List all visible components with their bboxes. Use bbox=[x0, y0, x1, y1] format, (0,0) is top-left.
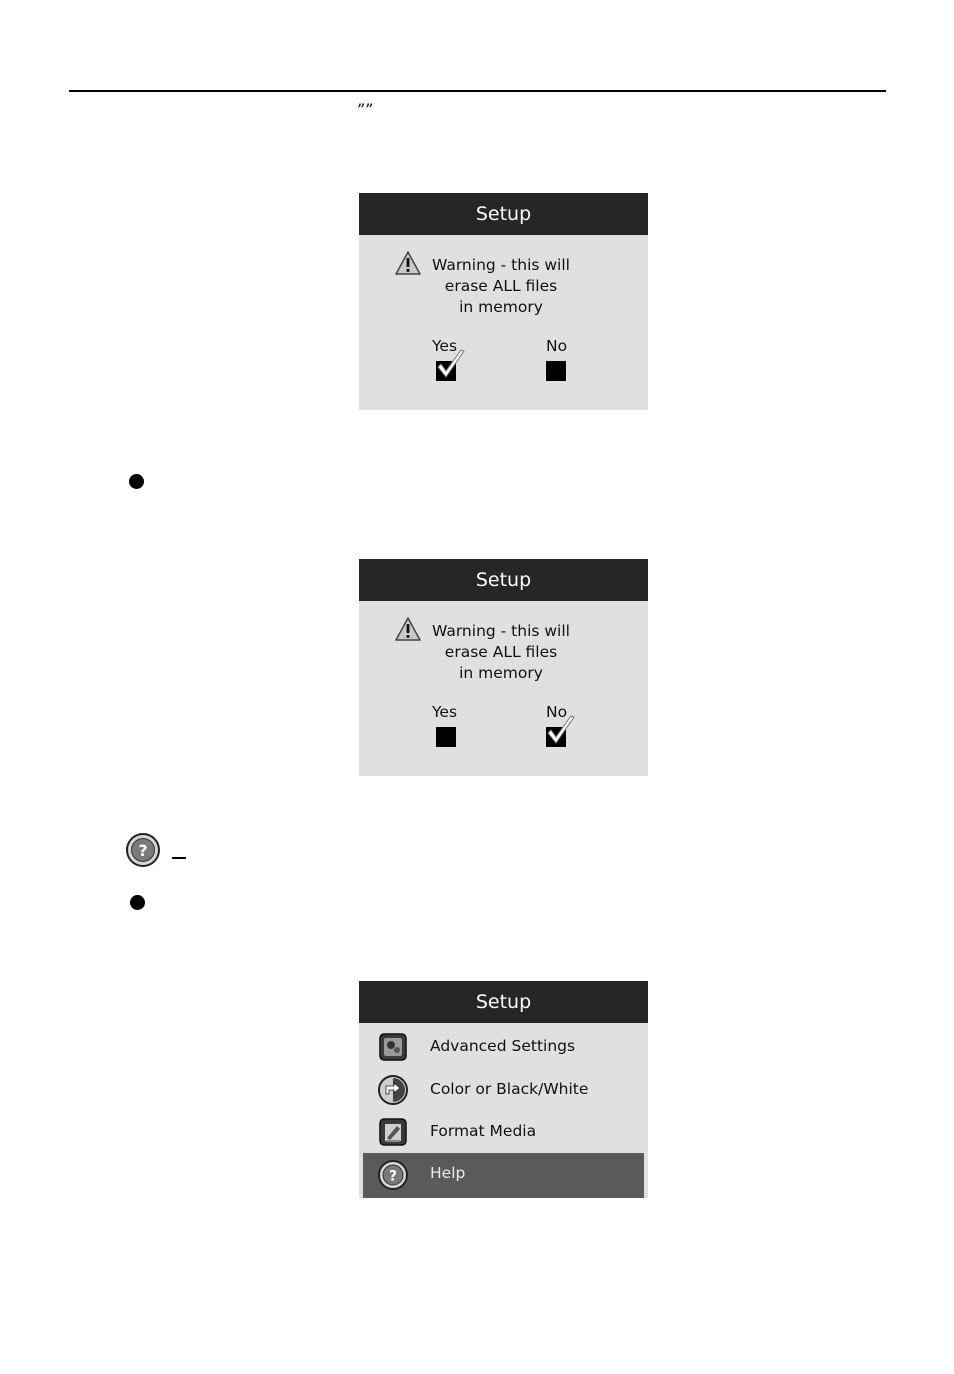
yes-checkbox[interactable] bbox=[436, 727, 456, 747]
format-dialog-yes-selected bbox=[359, 193, 648, 410]
warning-icon bbox=[395, 617, 421, 641]
svg-text:?: ? bbox=[138, 841, 148, 860]
menu-item-label: Format Media bbox=[430, 1122, 537, 1140]
yes-label: Yes bbox=[432, 703, 458, 721]
dialog-title: Setup bbox=[359, 193, 648, 235]
bullet-icon bbox=[130, 895, 145, 910]
menu-item-label: Advanced Settings bbox=[430, 1037, 576, 1055]
checkmark-icon bbox=[434, 347, 468, 381]
yes-label: Yes bbox=[432, 337, 458, 355]
menu-item-help[interactable] bbox=[363, 1153, 644, 1198]
quote-mark: ”” bbox=[357, 100, 374, 119]
menu-item-format-media[interactable] bbox=[359, 1111, 648, 1153]
setup-menu bbox=[359, 981, 648, 1198]
underscore-mark bbox=[172, 857, 186, 859]
format-dialog-no-selected bbox=[359, 559, 648, 776]
menu-item-advanced-settings[interactable] bbox=[359, 1026, 648, 1068]
color-mode-icon bbox=[377, 1074, 409, 1106]
menu-item-label: Help bbox=[430, 1164, 466, 1182]
warning-line: erase ALL files bbox=[444, 643, 558, 661]
warning-line: Warning - this will bbox=[432, 256, 570, 274]
advanced-settings-icon bbox=[377, 1031, 409, 1063]
menu-title: Setup bbox=[359, 981, 648, 1023]
help-icon bbox=[377, 1159, 409, 1191]
warning-message bbox=[425, 621, 577, 684]
no-checkbox[interactable] bbox=[546, 361, 566, 381]
warning-line: Warning - this will bbox=[432, 622, 570, 640]
bullet-icon bbox=[129, 474, 144, 489]
warning-line: erase ALL files bbox=[444, 277, 558, 295]
top-rule bbox=[69, 90, 886, 92]
dialog-title: Setup bbox=[359, 559, 648, 601]
format-media-icon bbox=[377, 1116, 409, 1148]
no-label: No bbox=[546, 337, 568, 355]
checkmark-icon bbox=[544, 713, 578, 747]
help-icon bbox=[125, 832, 161, 868]
warning-message bbox=[425, 255, 577, 318]
warning-line: in memory bbox=[459, 298, 543, 316]
no-label: No bbox=[546, 703, 568, 721]
warning-line: in memory bbox=[459, 664, 543, 682]
menu-item-label: Color or Black/White bbox=[430, 1080, 589, 1098]
svg-text:?: ? bbox=[388, 1168, 398, 1185]
menu-item-color-mode[interactable] bbox=[359, 1069, 648, 1111]
warning-icon bbox=[395, 251, 421, 275]
